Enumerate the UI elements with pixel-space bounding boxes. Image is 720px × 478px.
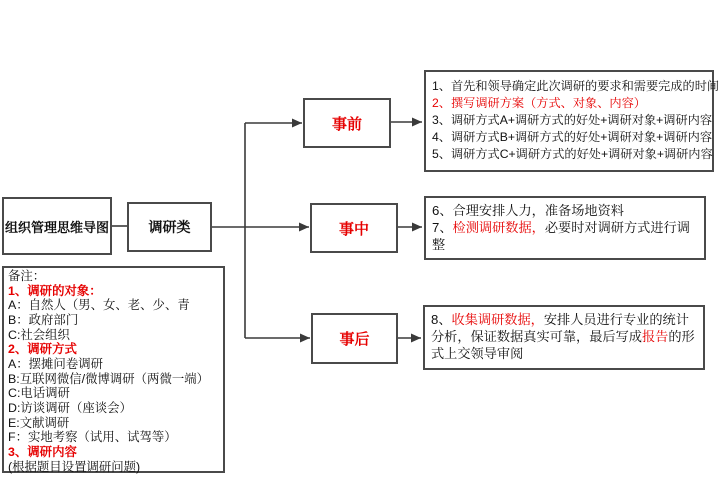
text-segment: (根据题目设置调研问题): [8, 459, 141, 474]
highlighted-text: 2、调研方式: [8, 342, 77, 357]
stage-after-label: 事后: [339, 331, 370, 348]
text-segment: 备注：: [8, 269, 46, 283]
text-segment: F：实地考察（试用、试驾等）: [8, 430, 177, 445]
text-segment: B:互联网微信/微博调研（两微一端）: [8, 371, 210, 386]
stage-before-label: 事前: [331, 115, 362, 133]
text-line: [432, 236, 701, 253]
root-node: [2, 197, 112, 255]
text-line: [431, 311, 700, 328]
notes-box: [2, 266, 225, 473]
category-node-label: 调研类: [148, 219, 191, 235]
text-line: [8, 401, 221, 416]
text-line: [8, 430, 221, 445]
detail-box-before: [424, 70, 720, 172]
root-node-label: 组织管理思维导图: [4, 219, 109, 235]
text-segment: C:电话调研: [8, 386, 70, 401]
stage-node-during: [310, 203, 398, 253]
text-line: [432, 129, 713, 146]
text-line: [432, 78, 720, 95]
text-line: [8, 342, 221, 357]
text-segment: 的形: [668, 329, 695, 344]
text-line: [8, 298, 221, 313]
detail-box-after: [423, 305, 705, 370]
highlighted-text: 收集调研数据，: [451, 312, 544, 327]
text-segment: E:文献调研: [8, 415, 70, 430]
text-line: [8, 372, 221, 387]
text-line: [8, 445, 221, 460]
highlighted-text: 2、撰写调研方案（方式、对象、内容）: [432, 96, 646, 110]
text-line: [8, 313, 221, 328]
text-line: [431, 328, 700, 345]
text-line: [8, 328, 221, 343]
text-segment: 分析，保证数据真实可靠，最后写成: [431, 329, 642, 344]
text-segment: D:访谈调研（座谈会）: [8, 400, 132, 415]
category-node: [127, 202, 212, 252]
text-segment: 6、合理安排人力，准备场地资料: [432, 203, 624, 218]
text-segment: 7、: [432, 220, 453, 235]
text-line: [432, 112, 713, 129]
stage-node-before: [303, 98, 391, 148]
stage-during-label: 事中: [338, 220, 369, 238]
highlighted-text: 3、调研内容: [8, 444, 77, 459]
text-line: [8, 357, 221, 372]
text-line: [432, 95, 709, 112]
text-segment: A：摆摊问卷调研: [8, 356, 103, 371]
text-line: [432, 146, 713, 163]
text-line: [8, 416, 221, 431]
text-line: [8, 386, 221, 401]
highlighted-text: 1、调研的对象：: [8, 283, 102, 298]
text-line: [8, 284, 221, 299]
text-line: [8, 460, 221, 475]
detail-box-during: [424, 196, 706, 260]
text-segment: 5、调研方式C+调研方式的好处+调研对象+调研内容: [432, 147, 713, 161]
text-segment: C:社会组织: [8, 327, 70, 342]
text-segment: 8、: [431, 312, 452, 327]
text-segment: B：政府部门: [8, 312, 79, 327]
text-line: [431, 345, 700, 362]
text-segment: 4、调研方式B+调研方式的好处+调研对象+调研内容: [432, 130, 713, 144]
text-line: [8, 269, 221, 284]
text-segment: 安排人员进行专业的统计: [543, 312, 689, 327]
text-segment: A：自然人（男、女、老、少、青: [8, 298, 190, 313]
text-segment: 3、调研方式A+调研方式的好处+调研对象+调研内容: [432, 113, 713, 127]
text-segment: 1、首先和领导确定此次调研的要求和需要完成的时间: [432, 79, 720, 93]
text-line: [432, 219, 701, 236]
text-segment: 整: [432, 237, 446, 252]
stage-node-after: [311, 313, 398, 364]
highlighted-text: 报告: [642, 329, 669, 344]
highlighted-text: 检测调研数据，: [452, 220, 545, 235]
text-segment: 式上交领导审阅: [431, 346, 524, 361]
text-line: [432, 202, 701, 219]
text-segment: 必要时对调研方式进行调: [544, 220, 690, 235]
